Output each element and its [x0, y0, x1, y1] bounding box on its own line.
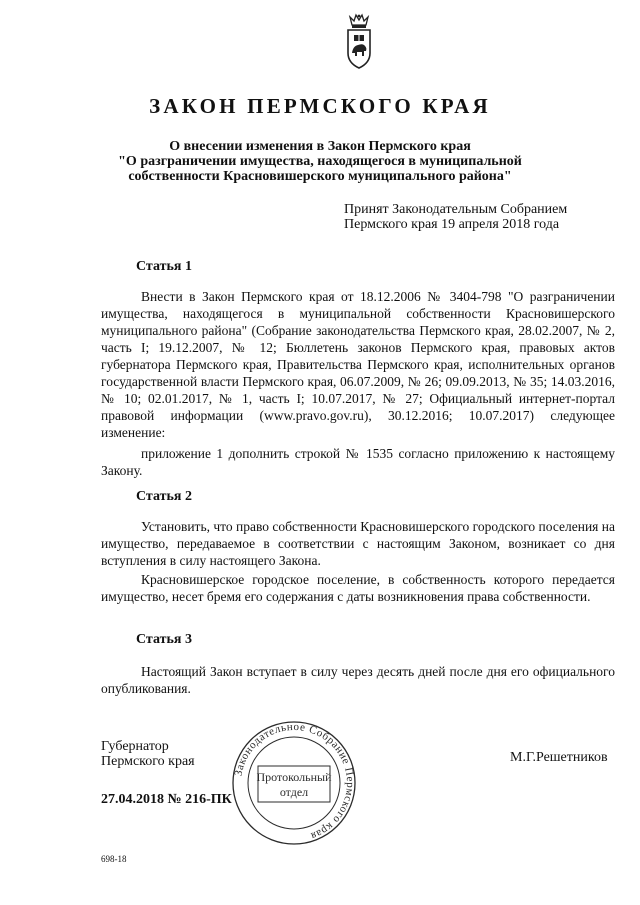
article-2-paragraph-2: Красновишерское городское поселение, в собственность которого передается имущество, несет бремя его содержания с даты возникновения права собственности.: [101, 572, 615, 604]
stamp-center-line-2: отдел: [279, 785, 309, 799]
signatory-position: [101, 739, 195, 769]
law-title: ЗАКОН ПЕРМСКОГО КРАЯ: [149, 94, 491, 118]
article-2-heading: Статья 2: [136, 489, 192, 504]
law-subtitle-line-3: собственности Красновишерского муниципального района": [128, 169, 512, 184]
stamp-ring-text: Законодательное Собрание Пермского края: [232, 720, 357, 843]
official-stamp: [231, 720, 357, 846]
document-code: 698-18: [101, 854, 127, 864]
signatory-name: М.Г.Решетников: [510, 750, 608, 765]
article-2-paragraph-1: Установить, что право собственности Красновишерского городского поселения на имущество, передаваемое в соответствии с настоящим Законом, возникает со дня вступления в силу настоящего Закона.: [101, 519, 615, 568]
signatory-position-line-1: Губернатор: [101, 739, 169, 754]
coat-of-arms-icon: [344, 13, 374, 75]
stamp-center-line-1: Протокольный: [256, 770, 332, 784]
law-subtitle-line-1: О внесении изменения в Закон Пермского края: [169, 139, 471, 154]
accepted-line-2: Пермского края 19 апреля 2018 года: [344, 217, 560, 232]
law-subtitle-line-2: "О разграничении имущества, находящегося в муниципальной: [118, 154, 522, 169]
article-1-paragraph-2: приложение 1 дополнить строкой № 1535 согласно приложению к настоящему Закону.: [101, 446, 615, 478]
signatory-position-line-2: Пермского края: [101, 754, 195, 769]
accepted-line-1: Принят Законодательным Собранием: [344, 202, 568, 217]
article-1-paragraph-1: Внести в Закон Пермского края от 18.12.2006 № 3404-798 "О разграничении имущества, находящегося в муниципальной собственности Красновишерского муниципального района" (Собрание законодательства Пермского края, 28.02.2007, № 2, часть I; 19.12.2007, № 12; Бюллетень законов Пермского края, правовых актов губернатора Пермского края, Правительства Пермского края, исполнительных органов государственной власти Пермского края, 06.07.2009, № 26; 09.09.2013, № 35; 14.03.2016, № 10; 02.01.2017, № 1, часть I; 10.07.2017, № 27; Официальный интернет-портал правовой информации (www.pravo.gov.ru), 30.12.2016; 10.07.2017) следующее изменение:: [101, 289, 615, 440]
article-3-heading: Статья 3: [136, 632, 192, 647]
law-date-number: 27.04.2018 № 216-ПК: [101, 792, 232, 807]
article-3-paragraph-1: Настоящий Закон вступает в силу через десять дней после дня его официального опубликования.: [101, 664, 615, 696]
article-1-heading: Статья 1: [136, 259, 192, 274]
